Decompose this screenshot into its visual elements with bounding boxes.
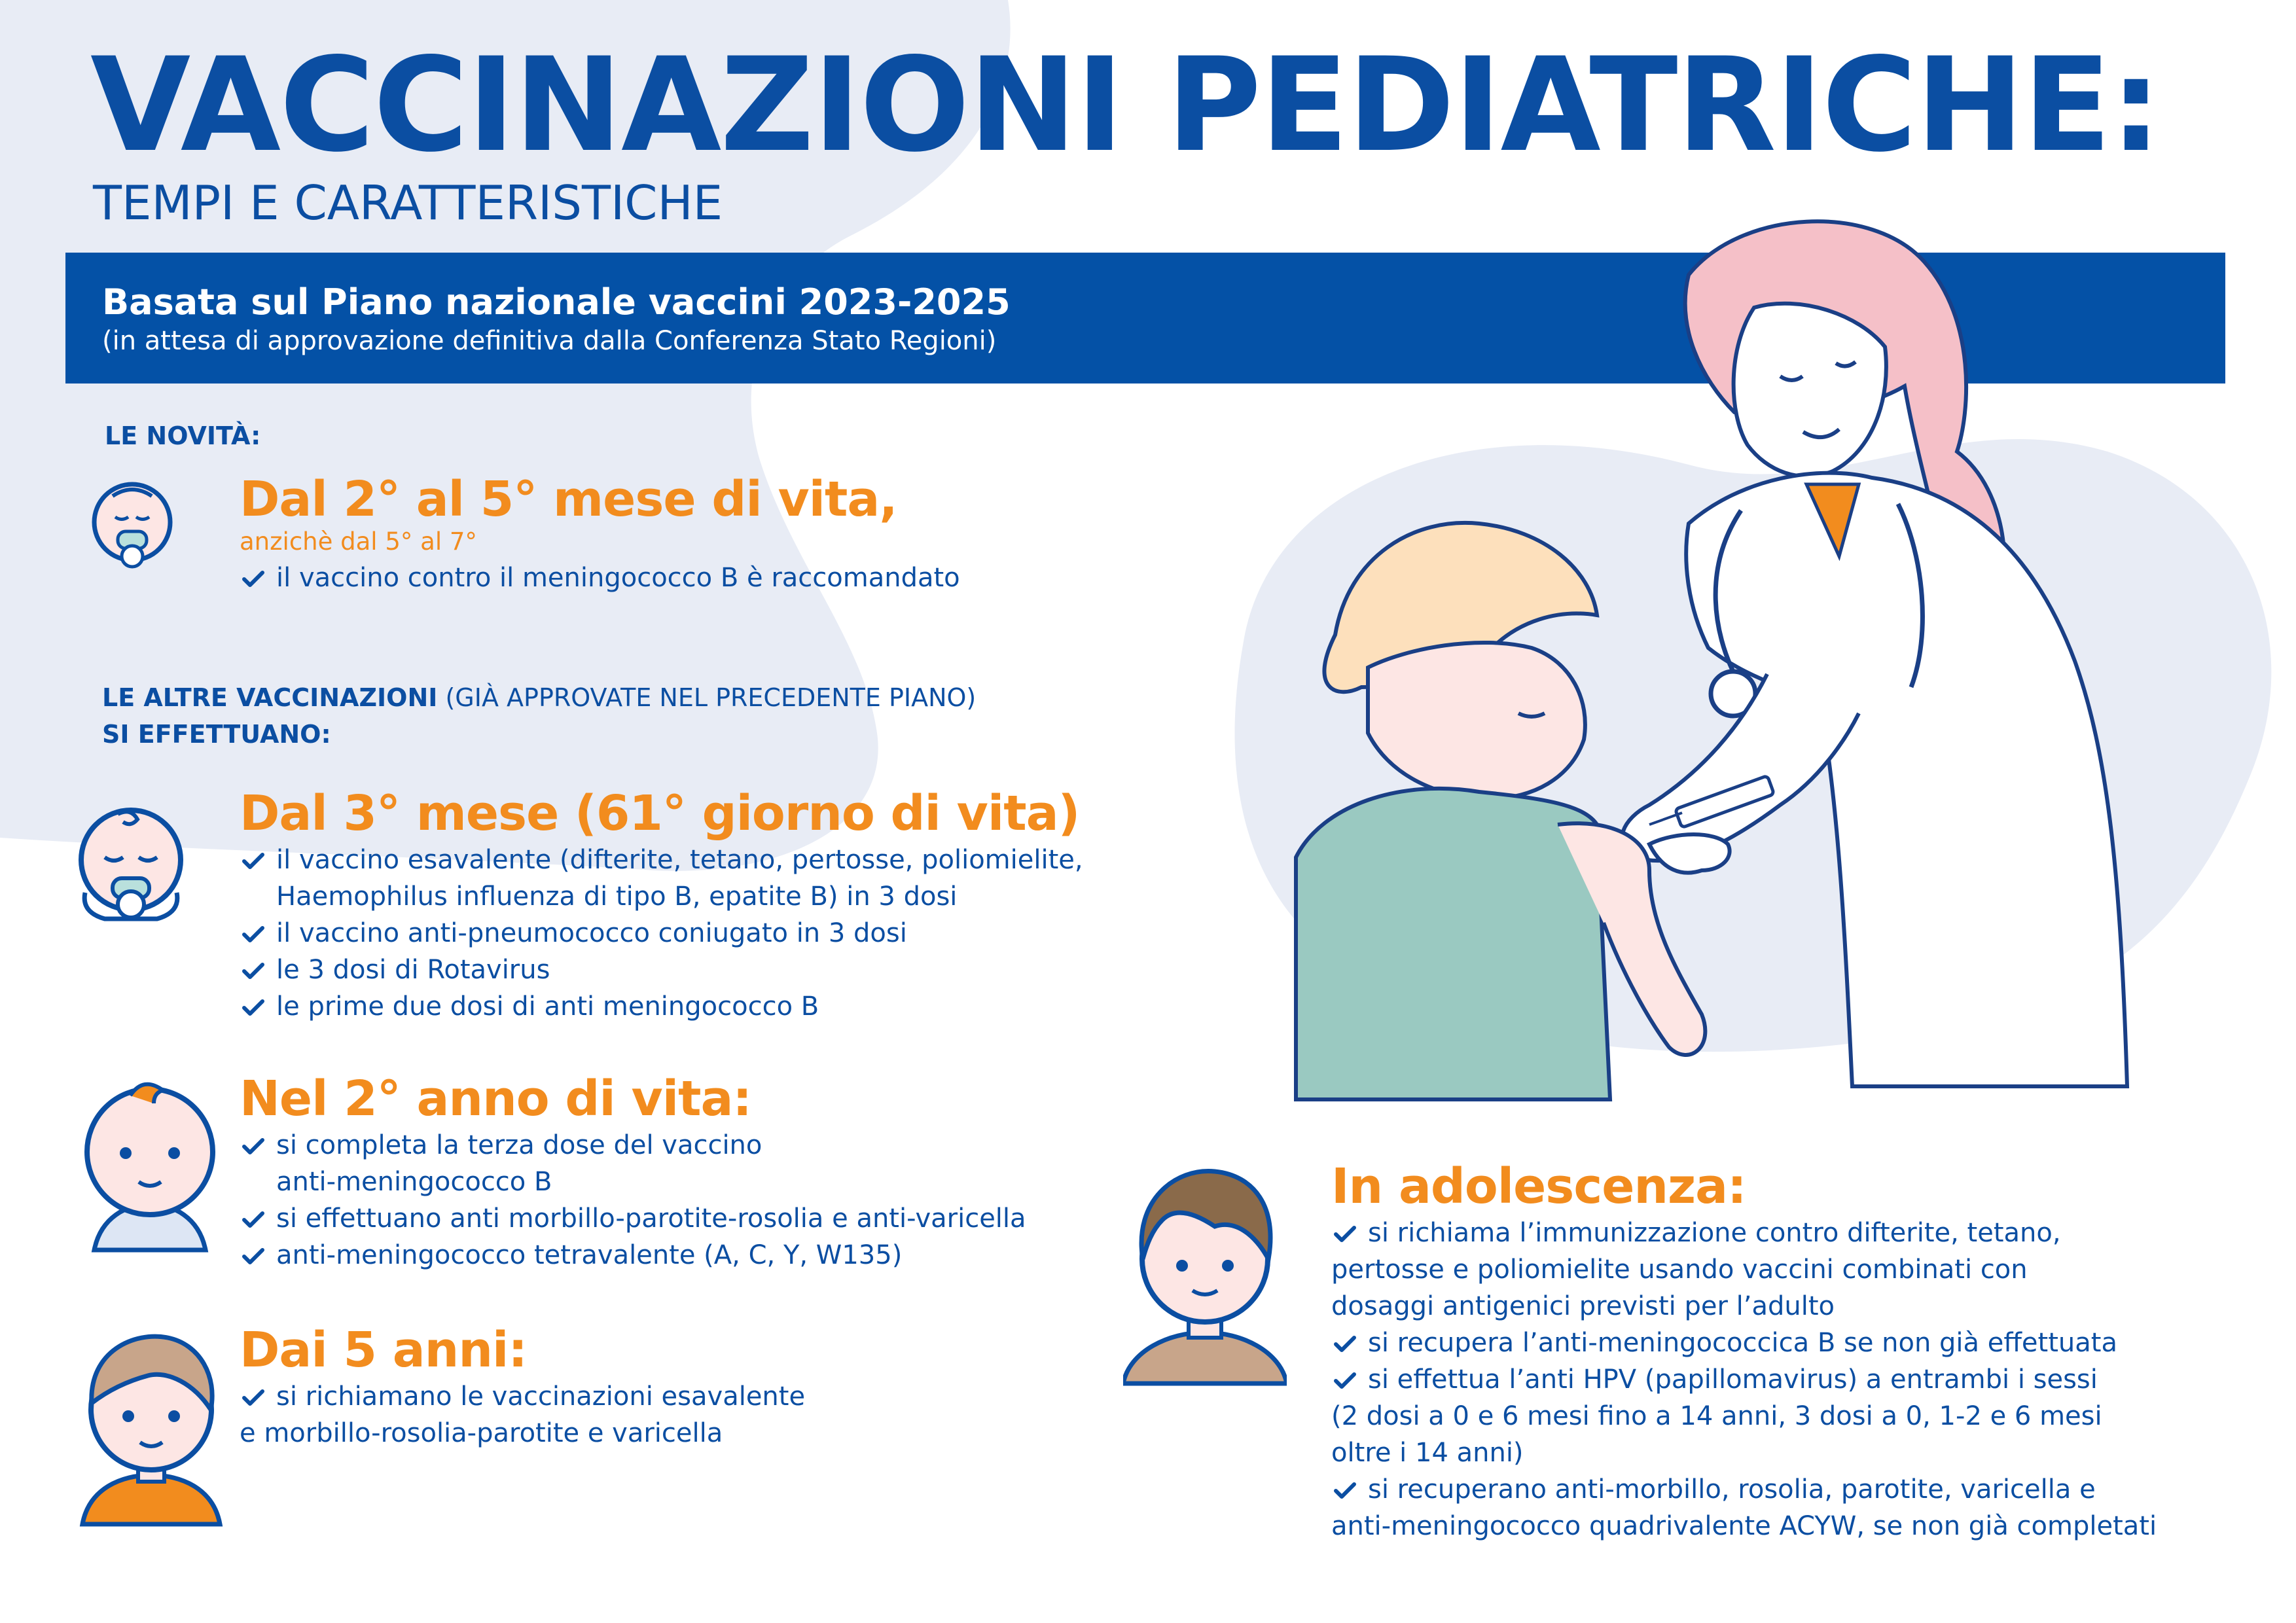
banner-title: Basata sul Piano nazionale vaccini 2023-2025 bbox=[102, 281, 1011, 323]
check-icon bbox=[242, 1248, 264, 1265]
check-icon bbox=[242, 1138, 264, 1155]
teen-icon bbox=[1123, 1161, 1287, 1387]
section-items bbox=[240, 1378, 805, 1452]
item-text: anti-meningococco tetravalente (A, C, Y, W135) bbox=[276, 1240, 903, 1270]
item-text: le prime due dosi di anti meningococco B bbox=[276, 991, 819, 1022]
item-text: il vaccino esavalente (difterite, tetano, pertosse, poliomielite, Haemophilus influenza di tipo B, epatite B) in 3 dosi bbox=[276, 845, 1083, 912]
item-text: il vaccino anti-pneumococco coniugato in 3 dosi bbox=[276, 918, 907, 948]
check-icon bbox=[1334, 1372, 1356, 1389]
infant-pacifier-icon bbox=[90, 470, 174, 594]
doctor-hand bbox=[1649, 834, 1730, 873]
item-text: si completa la terza dose del vaccino anti-meningococco B bbox=[276, 1130, 762, 1197]
doctor-face bbox=[1734, 304, 1886, 476]
section-title: Dai 5 anni: bbox=[240, 1322, 527, 1378]
check-icon bbox=[242, 1211, 264, 1228]
check-icon bbox=[242, 1389, 264, 1406]
item-text: si richiamano le vaccinazioni esavalente e morbillo-rosolia-parotite e varicella bbox=[240, 1382, 806, 1448]
page-title: VACCINAZIONI PEDIATRICHE: bbox=[90, 29, 2161, 181]
check-icon bbox=[1334, 1482, 1356, 1499]
list-item bbox=[240, 560, 960, 596]
list-item bbox=[240, 1127, 1026, 1200]
check-icon bbox=[1334, 1226, 1356, 1243]
doctor-vaccinating-child-illustration bbox=[1283, 216, 2251, 1106]
list-item bbox=[240, 952, 1083, 988]
section-items bbox=[240, 1127, 1026, 1274]
check-icon bbox=[242, 926, 264, 943]
item-text: le 3 dosi di Rotavirus bbox=[276, 955, 550, 985]
list-item bbox=[240, 842, 1083, 915]
check-icon bbox=[242, 963, 264, 980]
label-si-effettuano: SI EFFETTUANO: bbox=[102, 720, 331, 749]
section-title: Nel 2° anno di vita: bbox=[240, 1071, 752, 1127]
section-5-anni bbox=[240, 1322, 806, 1452]
label-altre-normal: (GIÀ APPROVATE NEL PRECEDENTE PIANO) bbox=[437, 683, 977, 712]
child-icon bbox=[76, 1325, 226, 1527]
list-item bbox=[240, 988, 1083, 1025]
item-text: il vaccino contro il meningococco B è raccomandato bbox=[276, 563, 960, 593]
label-altre-bold: LE ALTRE VACCINAZIONI bbox=[102, 683, 438, 712]
section-3-mese bbox=[240, 785, 1083, 1025]
item-text: si richiama l’immunizzazione contro difterite, tetano, pertosse e poliomielite usando vaccini combinati con dosaggi antigenici previsti per l’adulto bbox=[1331, 1218, 2061, 1321]
section-title: In adolescenza: bbox=[1331, 1158, 1746, 1215]
baby-pacifier-icon bbox=[72, 794, 190, 952]
item-text: si effettua l’anti HPV (papillomavirus) a entrambi i sessi (2 dosi a 0 e 6 mesi fino a 14 anni, 3 dosi a 0, 1-2 e 6 mesi oltre i 14 anni) bbox=[1331, 1364, 2102, 1468]
section-adolescenza bbox=[1331, 1158, 2157, 1544]
check-icon bbox=[242, 853, 264, 870]
list-item bbox=[1331, 1361, 2157, 1471]
check-icon bbox=[242, 571, 264, 588]
section-title: Dal 3° mese (61° giorno di vita) bbox=[240, 785, 1080, 842]
item-text: si effettuano anti morbillo-parotite-rosolia e anti-varicella bbox=[276, 1204, 1026, 1234]
toddler-icon bbox=[68, 1073, 232, 1257]
section-items bbox=[240, 842, 1083, 1025]
list-item bbox=[240, 1200, 1026, 1237]
section-items bbox=[240, 560, 960, 596]
check-icon bbox=[1334, 1336, 1356, 1353]
list-item bbox=[1331, 1215, 2157, 1325]
item-text: si recupera l’anti-meningococcica B se non già effettuata bbox=[1368, 1328, 2117, 1358]
list-item bbox=[1331, 1325, 2157, 1361]
list-item bbox=[240, 1378, 805, 1452]
list-item bbox=[240, 915, 1083, 952]
item-text: si recuperano anti-morbillo, rosolia, parotite, varicella e anti-meningococco quadrivalente ACYW, se non già completati bbox=[1331, 1474, 2157, 1541]
list-item bbox=[240, 1237, 1026, 1274]
section-title: Dal 2° al 5° mese di vita, bbox=[240, 471, 897, 527]
label-novita: LE NOVITÀ: bbox=[105, 421, 261, 450]
section-2-anno bbox=[240, 1071, 1026, 1274]
check-icon bbox=[242, 999, 264, 1016]
label-altre-vaccinazioni bbox=[102, 683, 976, 712]
child-face bbox=[1368, 643, 1585, 798]
section-2-5-mesi bbox=[240, 471, 960, 596]
section-items bbox=[1331, 1215, 2157, 1544]
banner-subtitle: (in attesa di approvazione definitiva dalla Conferenza Stato Regioni) bbox=[102, 326, 997, 356]
page-subtitle: TEMPI E CARATTERISTICHE bbox=[93, 175, 723, 230]
section-note: anzichè dal 5° al 7° bbox=[240, 527, 477, 556]
list-item bbox=[1331, 1471, 2157, 1544]
